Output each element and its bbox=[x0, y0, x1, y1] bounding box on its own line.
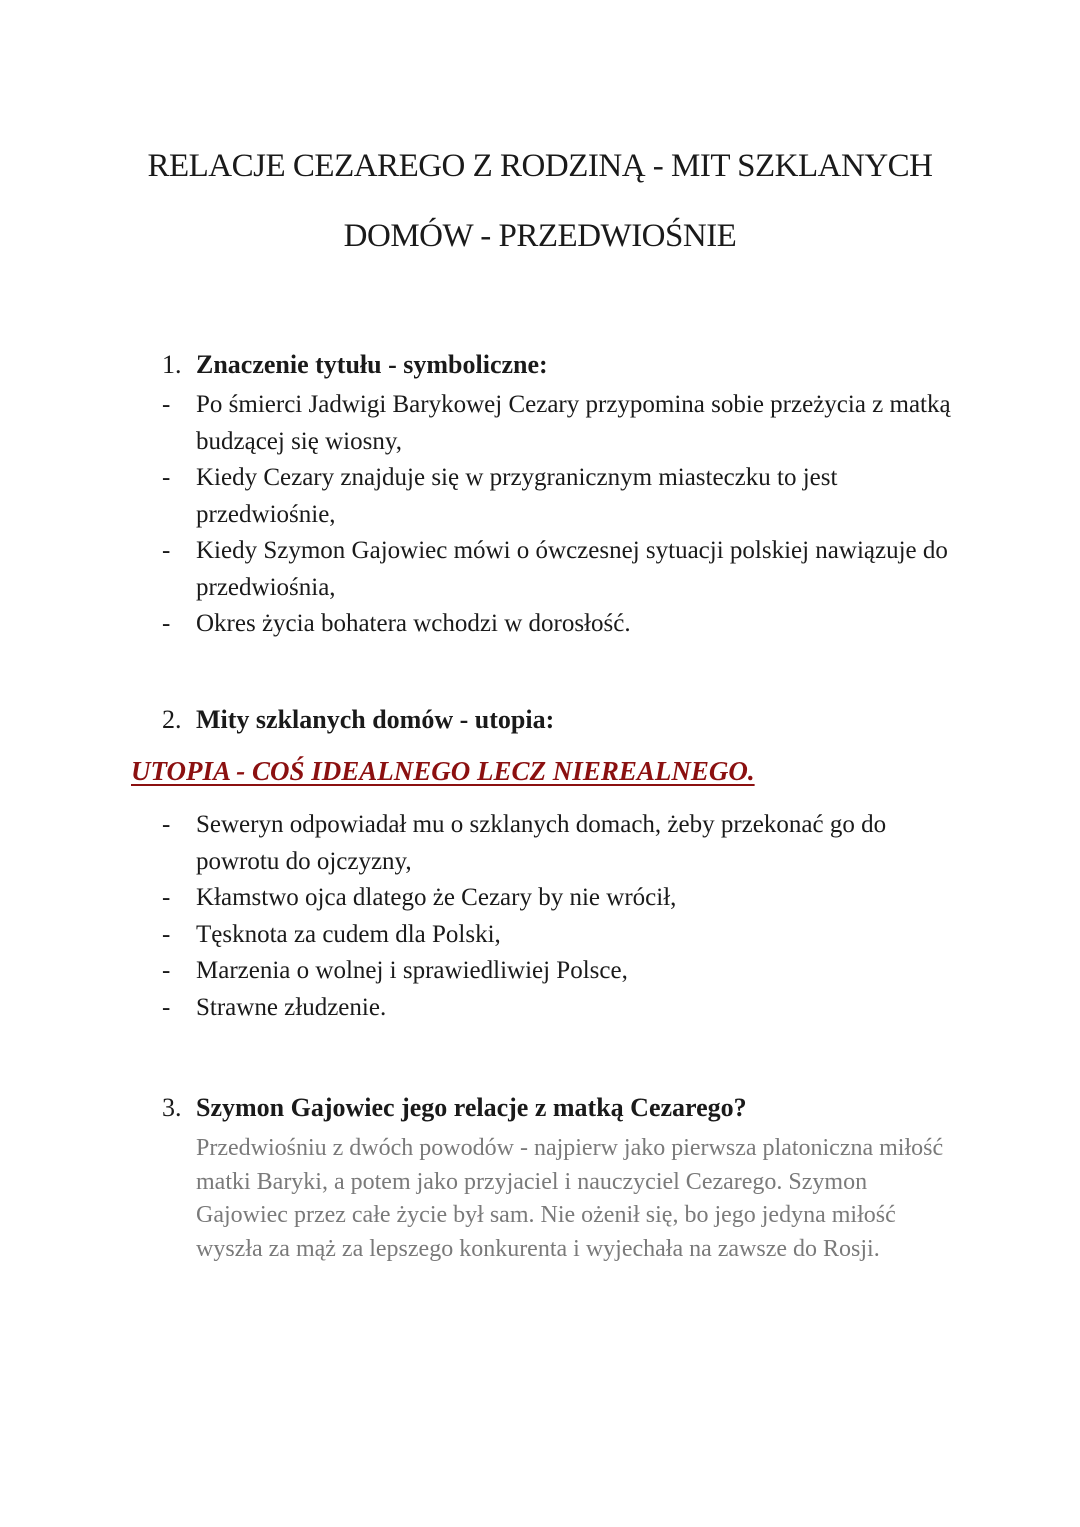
section-1-heading-text: Znaczenie tytułu - symboliczne: bbox=[196, 350, 548, 379]
list-item: - Tęsknota za cudem dla Polski, bbox=[162, 920, 501, 948]
section-3-number: 3. bbox=[162, 1093, 182, 1122]
utopia-definition: UTOPIA - COŚ IDEALNEGO LECZ NIEREALNEGO. bbox=[131, 756, 755, 786]
list-item: - Seweryn odpowiadał mu o szklanych domach, żeby przekonać go do powrotu do ojczyzny, bbox=[162, 811, 887, 875]
section-1-list bbox=[162, 387, 952, 643]
section-2-list bbox=[162, 807, 952, 1026]
section-3-paragraph: Przedwiośniu z dwóch powodów - najpierw jako pierwsza platoniczna miłość matki Baryki, a potem jako przyjaciel i nauczyciel Cezarego. Szymon Gajowiec przez całe życie był sam. Nie ożenił się, bo jego jedyna miłość wyszła za mąż za lepszego konkurenta i wyjechała na zawsze do Rosji. bbox=[196, 1135, 944, 1262]
section-2-number: 2. bbox=[162, 705, 182, 734]
list-item: - Kiedy Szymon Gajowiec mówi o ówczesnej sytuacji polskiej nawiązuje do przedwiośnia, bbox=[162, 537, 948, 601]
section-1-number: 1. bbox=[162, 350, 182, 379]
list-item: - Strawne złudzenie. bbox=[162, 993, 387, 1021]
section-1-heading bbox=[162, 350, 548, 380]
list-item: - Kiedy Cezary znajduje się w przygranicznym miasteczku to jest przedwiośnie, bbox=[162, 464, 838, 528]
section-2-heading-text: Mity szklanych domów - utopia: bbox=[196, 705, 555, 734]
list-item: - Po śmierci Jadwigi Barykowej Cezary przypomina sobie przeżycia z matką budzącej się wiosny, bbox=[162, 391, 951, 455]
section-2-heading bbox=[162, 705, 554, 735]
document-title-line-2: DOMÓW - PRZEDWIOŚNIE bbox=[343, 218, 737, 254]
list-item: - Kłamstwo ojca dlatego że Cezary by nie wrócił, bbox=[162, 884, 677, 911]
section-3-heading-text: Szymon Gajowiec jego relacje z matką Cezarego? bbox=[196, 1093, 747, 1122]
section-3-heading bbox=[162, 1093, 747, 1123]
document-title-line-1: RELACJE CEZAREGO Z RODZINĄ - MIT SZKLANYCH bbox=[147, 148, 933, 184]
list-item: - Okres życia bohatera wchodzi w dorosłość. bbox=[162, 610, 631, 637]
list-item: - Marzenia o wolnej i sprawiedliwiej Polsce, bbox=[162, 957, 628, 984]
